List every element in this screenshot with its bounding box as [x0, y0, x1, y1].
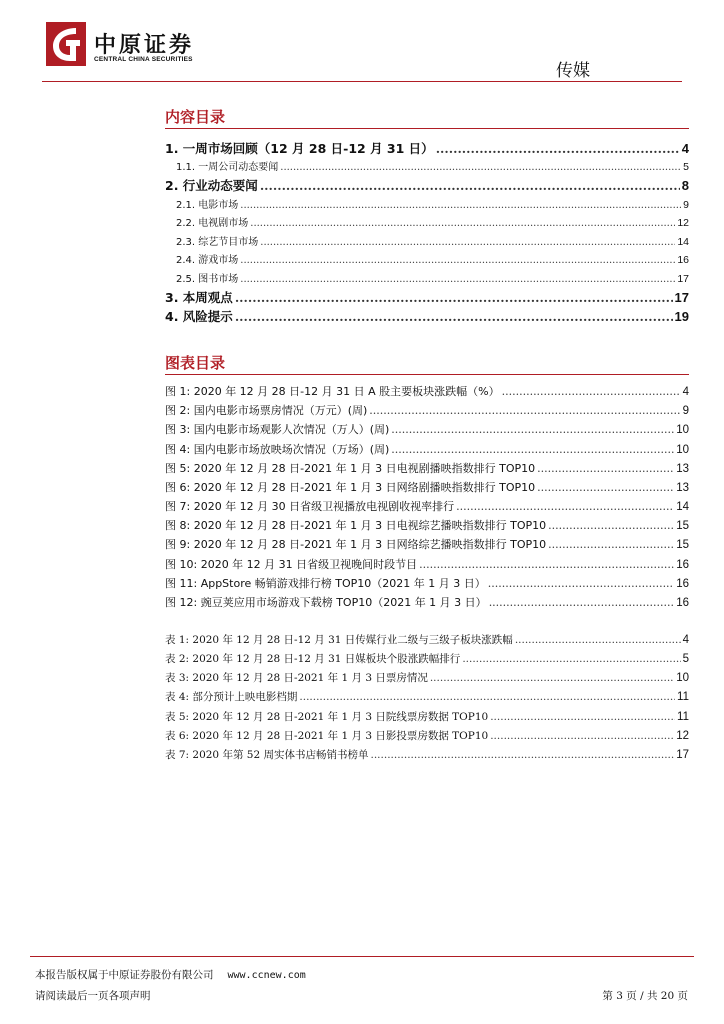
- leader-dots: [240, 255, 675, 266]
- toc-entry[interactable]: [165, 288, 689, 305]
- figure-entry[interactable]: [165, 479, 689, 496]
- leader-dots: [489, 596, 675, 609]
- leader-dots: [490, 711, 675, 723]
- figure-entry-label: 图 1: 2020 年 12 月 28 日-12 月 31 日 A 股主要板块涨跌幅（%）: [165, 385, 500, 398]
- toc-entry-label: 2.3. 综艺节目市场: [176, 237, 259, 248]
- toc-entry-label: 2.5. 图书市场: [176, 274, 239, 285]
- leader-dots: [299, 691, 675, 703]
- figure-entry[interactable]: [165, 383, 689, 400]
- leader-dots: [391, 423, 674, 436]
- toc-entry[interactable]: [176, 251, 689, 268]
- leader-dots: [537, 481, 674, 494]
- toc-entry-label: 2.2. 电视剧市场: [176, 218, 249, 229]
- leader-dots: [280, 162, 681, 173]
- figure-entry[interactable]: [165, 402, 689, 419]
- figure-entry-page: 14: [676, 501, 689, 513]
- toc-entry-page: 19: [674, 309, 689, 324]
- leader-dots: [537, 462, 674, 475]
- table-entry-page: 4: [682, 634, 689, 646]
- figure-entry-page: 16: [676, 578, 689, 590]
- leader-dots: [419, 558, 674, 571]
- figure-entry[interactable]: [165, 421, 689, 438]
- header-divider: [42, 81, 682, 82]
- table-entry-label: 表 3: 2020 年 12 月 28 日-2021 年 1 月 3 日票房情况: [165, 672, 428, 684]
- table-entry-label: 表 4: 部分预计上映电影档期: [165, 691, 298, 703]
- leader-dots: [260, 178, 680, 193]
- leader-dots: [456, 500, 674, 513]
- figure-entry-label: 图 10: 2020 年 12 月 31 日省级卫视晚间时段节目: [165, 558, 418, 571]
- figure-entry-page: 10: [676, 444, 689, 456]
- figure-entry[interactable]: [165, 536, 689, 553]
- toc-title: 内容目录: [165, 108, 226, 126]
- figure-entry-page: 13: [676, 463, 689, 475]
- table-entry[interactable]: [165, 632, 689, 649]
- leader-dots: [548, 519, 674, 532]
- disclaimer-text: 请阅读最后一页各项声明: [35, 990, 151, 1002]
- table-entry[interactable]: [165, 689, 689, 706]
- page-number: 第 3 页 / 共 20 页: [602, 990, 688, 1002]
- leader-dots: [391, 443, 674, 456]
- leader-dots: [240, 274, 675, 285]
- toc-entry[interactable]: [176, 214, 689, 231]
- leader-dots: [235, 309, 673, 324]
- toc-entry[interactable]: [165, 307, 689, 324]
- toc-entry[interactable]: [176, 233, 689, 250]
- toc-entry-label: 3. 本周观点: [165, 290, 233, 305]
- figure-entry-label: 图 5: 2020 年 12 月 28 日-2021 年 1 月 3 日电视剧播映指数排行 TOP10: [165, 462, 536, 475]
- toc-entry[interactable]: [165, 139, 689, 156]
- table-entry[interactable]: [165, 670, 689, 687]
- table-entry-page: 10: [676, 672, 689, 684]
- leader-dots: [369, 404, 680, 417]
- figure-entry[interactable]: [165, 594, 689, 611]
- figure-entry[interactable]: [165, 517, 689, 534]
- toc-entry[interactable]: [165, 176, 689, 193]
- toc-entry[interactable]: [176, 158, 689, 175]
- table-entry-page: 11: [677, 711, 689, 723]
- figure-entry[interactable]: [165, 441, 689, 458]
- leader-dots: [515, 634, 681, 646]
- toc-entry[interactable]: [176, 270, 689, 287]
- figure-entry[interactable]: [165, 575, 689, 592]
- table-entry-page: 5: [682, 653, 689, 665]
- leader-dots: [436, 141, 680, 156]
- toc-entry-label: 1. 一周市场回顾（12 月 28 日-12 月 31 日）: [165, 141, 434, 156]
- leader-dots: [235, 290, 673, 305]
- table-entry-page: 12: [676, 730, 689, 742]
- figure-entry-label: 图 12: 豌豆荚应用市场游戏下载榜 TOP10（2021 年 1 月 3 日）: [165, 596, 487, 609]
- figures-title: 图表目录: [165, 354, 226, 372]
- table-entry-label: 表 5: 2020 年 12 月 28 日-2021 年 1 月 3 日院线票房数据 TOP10: [165, 711, 489, 723]
- figure-entry-label: 图 6: 2020 年 12 月 28 日-2021 年 1 月 3 日网络剧播映指数排行 TOP10: [165, 481, 536, 494]
- leader-dots: [462, 653, 680, 665]
- table-entry[interactable]: [165, 651, 689, 668]
- table-entry-label: 表 1: 2020 年 12 月 28 日-12 月 31 日传媒行业二级与三级子板块涨跌幅: [165, 634, 513, 646]
- figure-entry-label: 图 11: AppStore 畅销游戏排行榜 TOP10（2021 年 1 月 3 日）: [165, 577, 486, 590]
- table-entry-label: 表 6: 2020 年 12 月 28 日-2021 年 1 月 3 日影投票房数据 TOP10: [165, 730, 489, 742]
- table-entry-page: 11: [677, 691, 689, 703]
- toc-entry-page: 5: [683, 161, 689, 173]
- leader-dots: [430, 672, 674, 684]
- figure-entry-label: 图 2: 国内电影市场票房情况（万元）(周): [165, 404, 368, 417]
- toc-entry[interactable]: [176, 196, 689, 213]
- figure-entry-label: 图 3: 国内电影市场观影人次情况（万人）(周): [165, 423, 390, 436]
- figure-entry-label: 图 7: 2020 年 12 月 30 日省级卫视播放电视剧收视率排行: [165, 500, 455, 513]
- leader-dots: [502, 385, 681, 398]
- table-entry-label: 表 2: 2020 年 12 月 28 日-12 月 31 日媒板块个股涨跌幅排行: [165, 653, 461, 665]
- table-entry[interactable]: [165, 709, 689, 726]
- toc-entry-label: 1.1. 一周公司动态要闻: [176, 162, 279, 173]
- toc-entry-page: 16: [677, 254, 689, 266]
- figure-entry-page: 15: [676, 539, 689, 551]
- leader-dots: [548, 538, 674, 551]
- table-entry[interactable]: [165, 747, 689, 764]
- logo-chinese-name: 中原证券: [94, 32, 195, 58]
- figure-entry-label: 图 4: 国内电影市场放映场次情况（万场）(周): [165, 443, 390, 456]
- leader-dots: [240, 200, 681, 211]
- footer-divider: [30, 956, 694, 957]
- figure-entry[interactable]: [165, 498, 689, 515]
- figure-entry-label: 图 9: 2020 年 12 月 28 日-2021 年 1 月 3 日网络综艺播映指数排行 TOP10: [165, 538, 547, 551]
- industry-label: 传媒: [556, 61, 590, 81]
- company-logo: [46, 22, 226, 68]
- footer-copyright-line: [35, 967, 306, 982]
- leader-dots: [250, 218, 675, 229]
- toc-entry-label: 4. 风险提示: [165, 309, 233, 324]
- figure-entry-page: 16: [676, 559, 689, 571]
- toc-entry-page: 12: [677, 217, 689, 229]
- toc-entry-page: 8: [681, 178, 689, 193]
- figure-entry-page: 4: [682, 386, 689, 398]
- leader-dots: [371, 749, 675, 761]
- toc-entry-page: 17: [674, 290, 689, 305]
- figure-entry-page: 10: [676, 424, 689, 436]
- figure-entry-label: 图 8: 2020 年 12 月 28 日-2021 年 1 月 3 日电视综艺播映指数排行 TOP10: [165, 519, 547, 532]
- toc-entry-label: 2.1. 电影市场: [176, 200, 239, 211]
- leader-dots: [490, 730, 674, 742]
- figure-entry[interactable]: [165, 460, 689, 477]
- website-link[interactable]: www.ccnew.com: [227, 970, 306, 981]
- table-entry[interactable]: [165, 728, 689, 745]
- figure-entry-page: 16: [676, 597, 689, 609]
- table-entry-page: 17: [676, 749, 689, 761]
- figure-entry-page: 13: [676, 482, 689, 494]
- figure-entry-page: 9: [682, 405, 689, 417]
- toc-entry-page: 14: [677, 236, 689, 248]
- toc-entry-page: 9: [683, 199, 689, 211]
- toc-title-divider: [165, 128, 689, 129]
- toc-entry-page: 17: [677, 273, 689, 285]
- toc-entry-label: 2.4. 游戏市场: [176, 255, 239, 266]
- table-entry-label: 表 7: 2020 年第 52 周实体书店畅销书榜单: [165, 749, 369, 761]
- figure-entry-page: 15: [676, 520, 689, 532]
- logo-english-name: CENTRAL CHINA SECURITIES: [94, 56, 193, 63]
- figures-title-divider: [165, 374, 689, 375]
- toc-entry-page: 4: [681, 141, 689, 156]
- leader-dots: [260, 237, 675, 248]
- toc-entry-label: 2. 行业动态要闻: [165, 178, 258, 193]
- logo-mark-icon: [46, 22, 86, 66]
- copyright-text: 本报告版权属于中原证券股份有限公司: [35, 969, 214, 981]
- leader-dots: [488, 577, 674, 590]
- figure-entry[interactable]: [165, 556, 689, 573]
